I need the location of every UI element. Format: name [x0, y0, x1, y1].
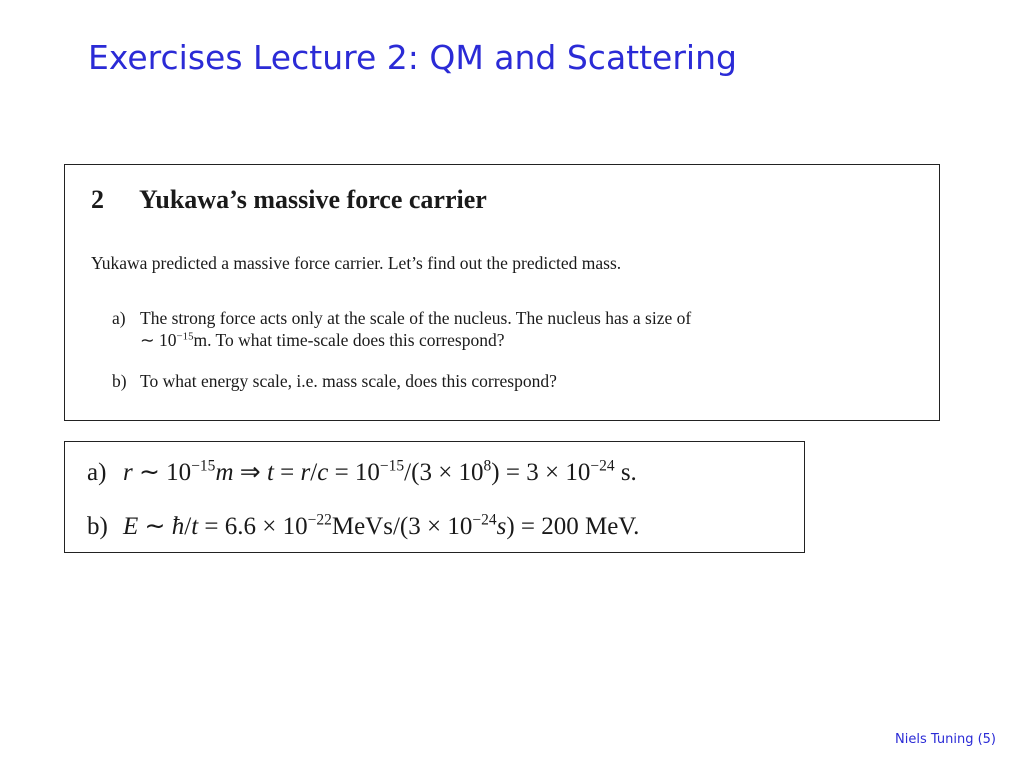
- slide-footer: Niels Tuning (5): [895, 732, 996, 747]
- section-heading: [91, 185, 487, 215]
- exercise-box: [64, 164, 940, 421]
- answer-b-exponent: −24: [472, 511, 497, 529]
- answer-b-exponent: −22: [307, 511, 332, 529]
- answer-a-label: a): [87, 459, 107, 486]
- answer-box: [64, 441, 805, 553]
- question-a-label: a): [112, 308, 126, 328]
- answer-a-var-r2: r: [300, 459, 311, 486]
- question-b-label: b): [112, 371, 127, 391]
- question-b-text: To what energy scale, i.e. mass scale, does this correspond?: [140, 371, 557, 391]
- answer-a-exponent: −15: [379, 457, 405, 475]
- answer-a-equals: =: [273, 459, 301, 486]
- answer-a-text: ) = 3 × 10: [491, 459, 591, 486]
- question-b: [112, 371, 557, 392]
- answer-b-label: b): [87, 513, 108, 540]
- question-a-line2-suffix: m. To what time-scale does this correspond?: [193, 330, 505, 350]
- question-a-line2-prefix: ∼ 10: [140, 330, 177, 350]
- answer-b: [87, 511, 639, 541]
- answer-b-text: = 6.6 × 10: [198, 513, 308, 540]
- answer-b-text: MeVs/(3 × 10: [331, 513, 473, 540]
- answer-a-unit: s.: [614, 459, 637, 486]
- question-a-line2: [140, 330, 504, 351]
- answer-b-var-t: t: [191, 513, 199, 540]
- answer-a-implies: ⇒: [233, 459, 267, 486]
- answer-a-var-r: r: [123, 459, 133, 486]
- answer-a-text: ∼ 10: [132, 459, 192, 486]
- exercise-intro: Yukawa predicted a massive force carrier. Let’s find out the predicted mass.: [91, 253, 622, 273]
- answer-a-exponent: 8: [483, 457, 492, 475]
- answer-a-var-t: t: [266, 459, 274, 486]
- answer-b-var-e: E: [123, 513, 139, 540]
- answer-a-var-c: c: [317, 459, 329, 486]
- answer-a-exponent: −24: [590, 457, 615, 475]
- answer-b-var-hbar: ħ: [171, 513, 185, 540]
- section-title: Yukawa’s massive force carrier: [139, 185, 487, 214]
- section-number: 2: [91, 185, 104, 214]
- question-a-line2-exponent: −15: [176, 330, 194, 343]
- slide-title: Exercises Lecture 2: QM and Scattering: [88, 38, 737, 77]
- answer-a-exponent: −15: [191, 457, 216, 475]
- answer-a-slash: /: [310, 459, 318, 486]
- answer-b-result: ) = 200 MeV.: [506, 513, 640, 540]
- question-a: [112, 308, 691, 329]
- answer-a-text: /(3 × 10: [404, 459, 484, 486]
- answer-b-text: ∼: [138, 513, 172, 540]
- question-a-text-line1: The strong force acts only at the scale of the nucleus. The nucleus has a size of: [140, 308, 692, 328]
- answer-a-text: = 10: [328, 459, 380, 486]
- answer-a: [87, 457, 637, 487]
- answer-b-var-s: s: [496, 513, 507, 540]
- answer-a-var-m: m: [215, 459, 234, 486]
- answer-b-slash: /: [184, 513, 192, 540]
